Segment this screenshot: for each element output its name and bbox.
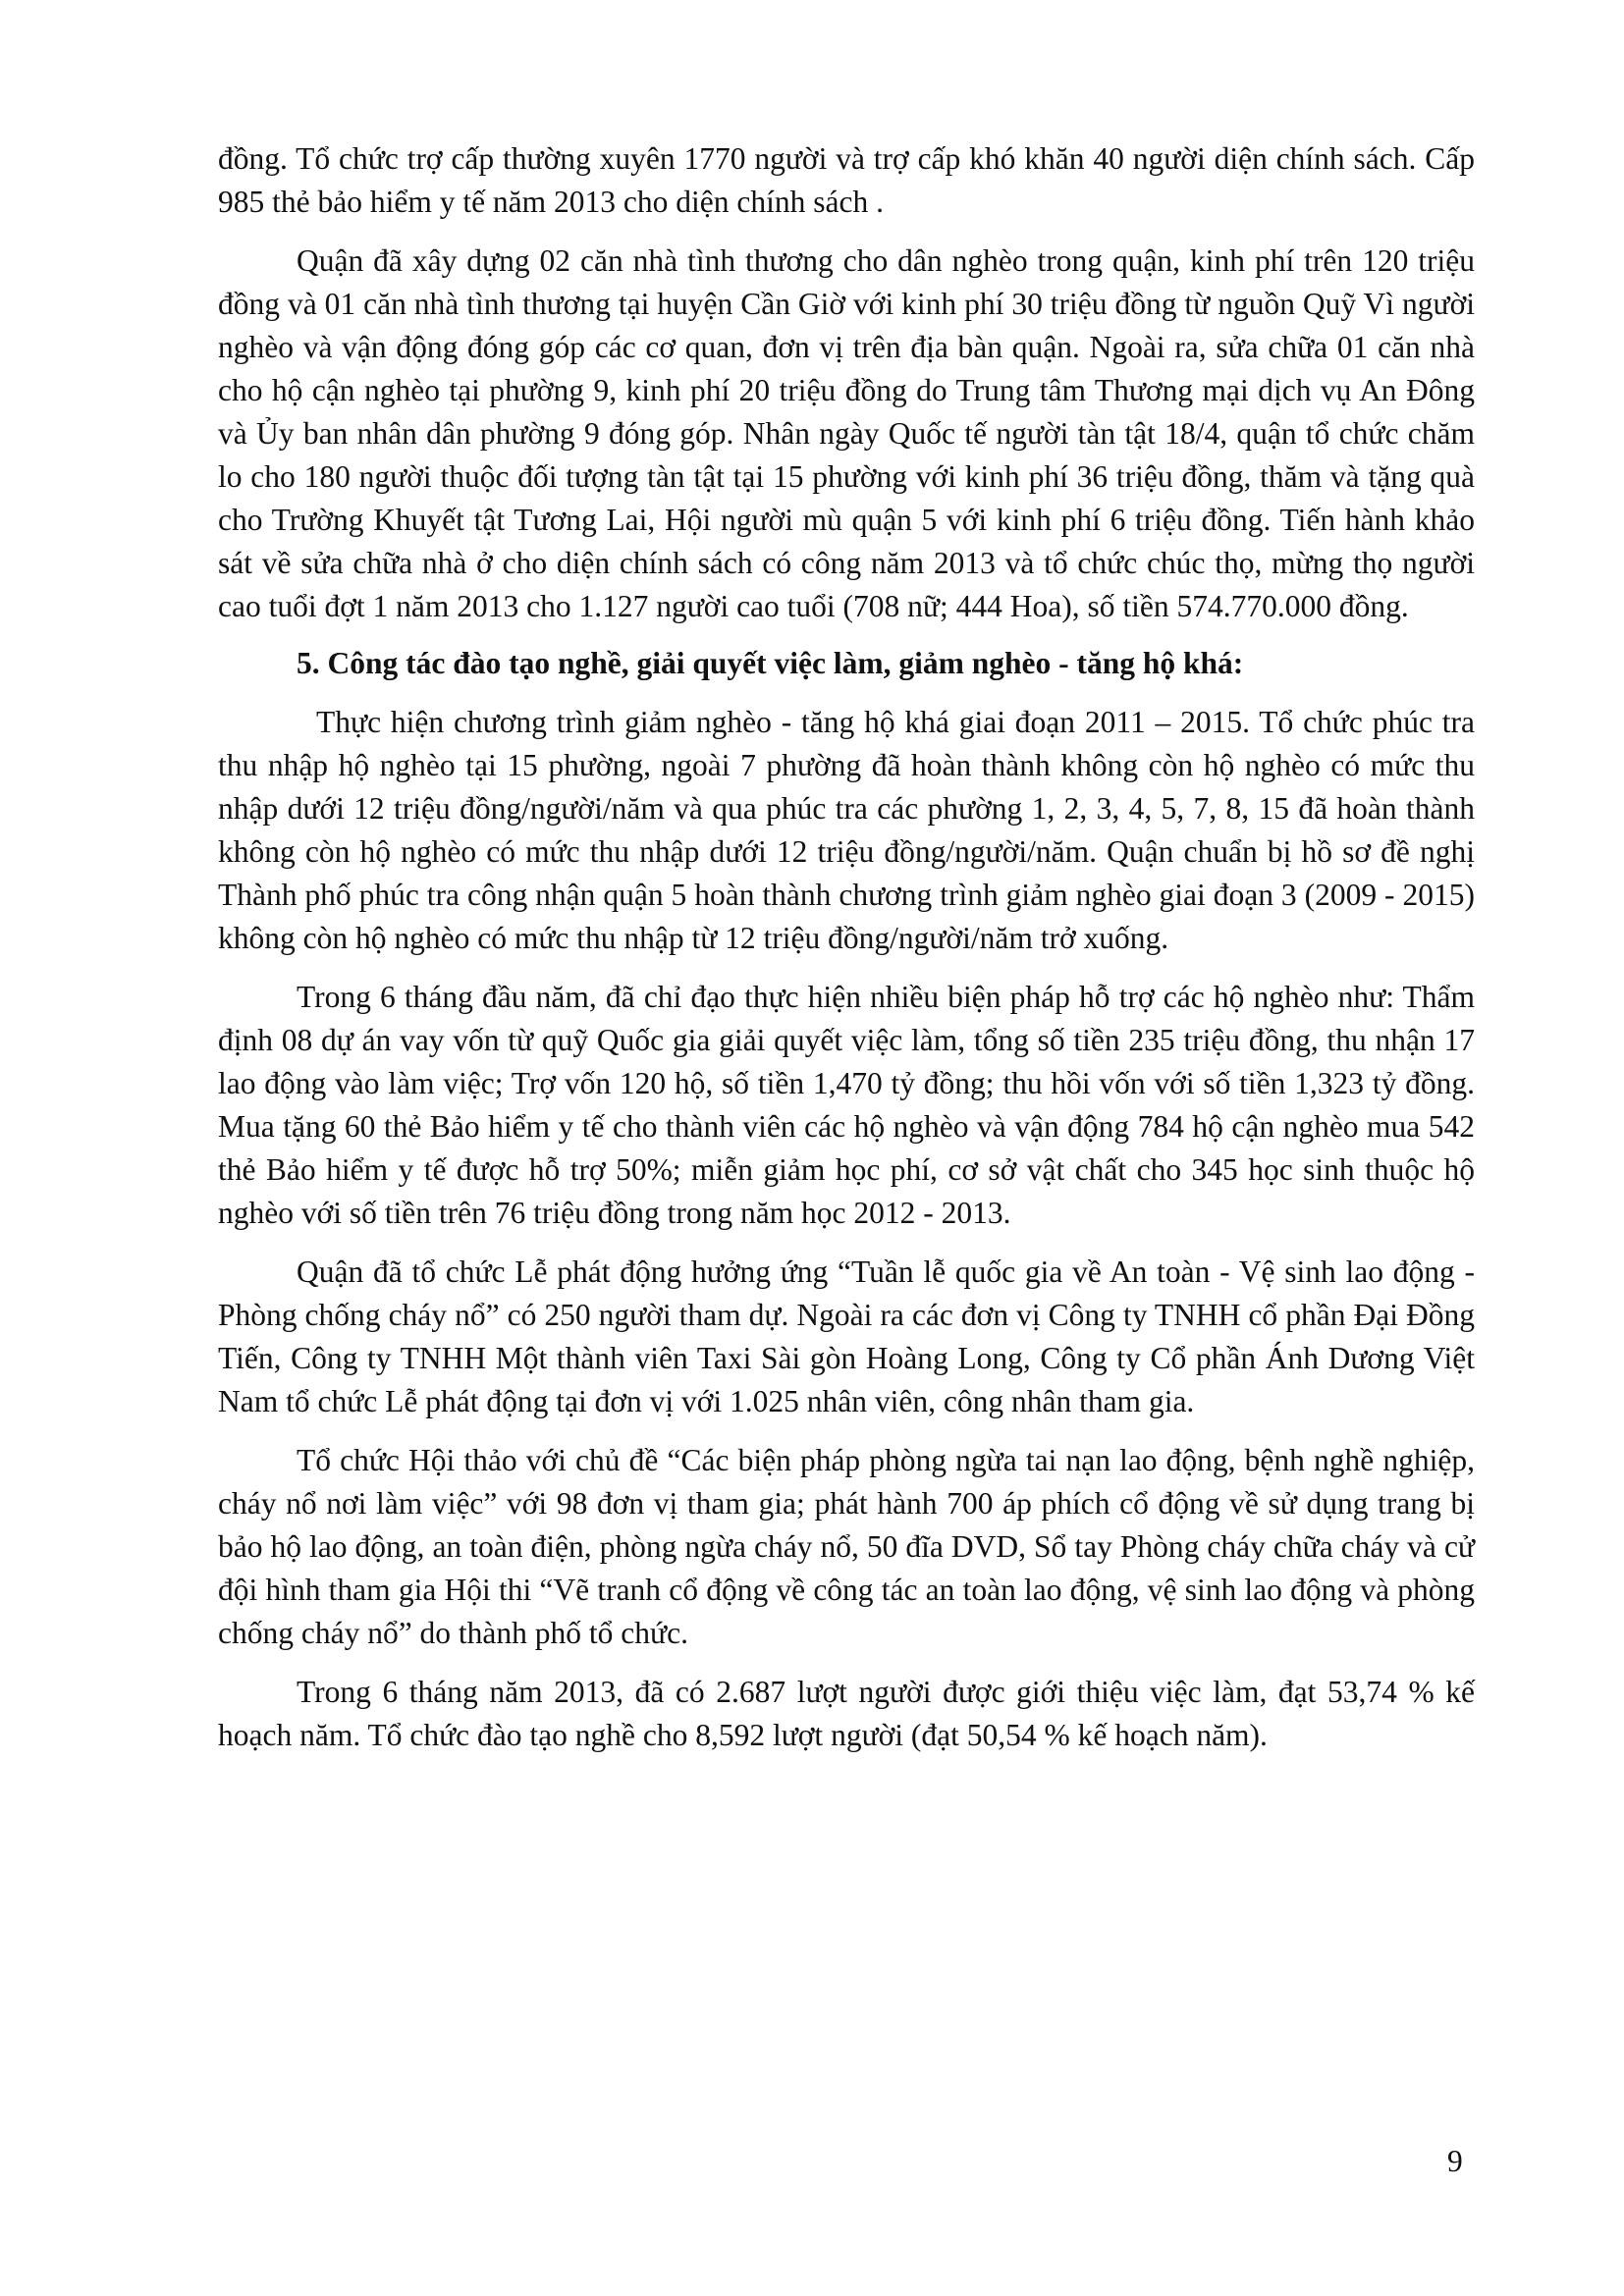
paragraph-poverty-reduction: Thực hiện chương trình giảm nghèo - tăng hộ khá giai đoạn 2011 – 2015. Tổ chức phúc tra thu nhập hộ nghèo tại 15 phường, ngoài 7 phường đã hoàn thành không còn hộ nghèo có mức thu nhập dưới 12 triệu đồng/người/năm và qua phúc tra các phường 1, 2, 3, 4, 5, 7, 8, 15 đã hoàn thành không còn hộ nghèo có mức thu nhập dưới 12 triệu đồng/người/năm. Quận chuẩn bị hồ sơ đề nghị Thành phố phúc tra công nhận quận 5 hoàn thành chương trình giảm nghèo giai đoạn 3 (2009 - 2015) không còn hộ nghèo có mức thu nhập từ 12 triệu đồng/người/năm trở xuống. [218,705,1475,955]
page-number: 9 [1447,2144,1463,2178]
paragraph-employment: Trong 6 tháng năm 2013, đã có 2.687 lượt người được giới thiệu việc làm, đạt 53,74 % kế hoạch năm. Tổ chức đào tạo nghề cho 8,592 lượt người (đạt 50,54 % kế hoạch năm). [218,1675,1475,1752]
paragraph-charity-housing: Quận đã xây dựng 02 căn nhà tình thương cho dân nghèo trong quận, kinh phí trên 120 triệu đồng và 01 căn nhà tình thương tại huyện Cần Giờ với kinh phí 30 triệu đồng từ nguồn Quỹ Vì người nghèo và vận động đóng góp các cơ quan, đơn vị trên địa bàn quận. Ngoài ra, sửa chữa 01 căn nhà cho hộ cận nghèo tại phường 9, kinh phí 20 triệu đồng do Trung tâm Thương mại dịch vụ An Đông và Ủy ban nhân dân phường 9 đóng góp. Nhân ngày Quốc tế người tàn tật 18/4, quận tổ chức chăm lo cho 180 người thuộc đối tượng tàn tật tại 15 phường với kinh phí 36 triệu đồng, thăm và tặng quà cho Trường Khuyết tật Tương Lai, Hội người mù quận 5 với kinh phí 6 triệu đồng. Tiến hành khảo sát về sửa chữa nhà ở cho diện chính sách có công năm 2013 và tổ chức chúc thọ, mừng thọ người cao tuổi đợt 1 năm 2013 cho 1.127 người cao tuổi (708 nữ; 444 Hoa), số tiền 574.770.000 đồng. [218,243,1475,623]
document-page [218,137,1475,1757]
paragraph-safety-week: Quận đã tổ chức Lễ phát động hưởng ứng “Tuần lễ quốc gia về An toàn - Vệ sinh lao động - Phòng chống cháy nổ” có 250 người tham dự. Ngoài ra các đơn vị Công ty TNHH cổ phần Đại Đồng Tiến, Công ty TNHH Một thành viên Taxi Sài gòn Hoàng Long, Công ty Cổ phần Ánh Dương Việt Nam tổ chức Lễ phát động tại đơn vị với 1.025 nhân viên, công nhân tham gia. [218,1255,1475,1418]
paragraph-support-measures: Trong 6 tháng đầu năm, đã chỉ đạo thực hiện nhiều biện pháp hỗ trợ các hộ nghèo như: Thẩm định 08 dự án vay vốn từ quỹ Quốc gia giải quyết việc làm, tổng số tiền 235 triệu đồng, thu nhận 17 lao động vào làm việc; Trợ vốn 120 hộ, số tiền 1,470 tỷ đồng; thu hồi vốn với số tiền 1,323 tỷ đồng. Mua tặng 60 thẻ Bảo hiểm y tế cho thành viên các hộ nghèo và vận động 784 hộ cận nghèo mua 542 thẻ Bảo hiểm y tế được hỗ trợ 50%; miễn giảm học phí, cơ sở vật chất cho 345 học sinh thuộc hộ nghèo với số tiền trên 76 triệu đồng trong năm học 2012 - 2013. [218,980,1475,1230]
paragraph-workshop: Tổ chức Hội thảo với chủ đề “Các biện pháp phòng ngừa tai nạn lao động, bệnh nghề nghiệp, cháy nổ nơi làm việc” với 98 đơn vị tham gia; phát hành 700 áp phích cổ động về sử dụng trang bị bảo hộ lao động, an toàn điện, phòng ngừa cháy nổ, 50 đĩa DVD, Sổ tay Phòng cháy chữa cháy và cử đội hình tham gia Hội thi “Vẽ tranh cổ động về công tác an toàn lao động, vệ sinh lao động và phòng chống cháy nổ” do thành phố tổ chức. [218,1443,1475,1650]
section-heading: 5. Công tác đào tạo nghề, giải quyết việc làm, giảm nghèo - tăng hộ khá: [297,646,1244,680]
paragraph-continuation: đồng. Tổ chức trợ cấp thường xuyên 1770 người và trợ cấp khó khăn 40 người diện chính sách. Cấp 985 thẻ bảo hiểm y tế năm 2013 cho diện chính sách . [218,141,1475,219]
